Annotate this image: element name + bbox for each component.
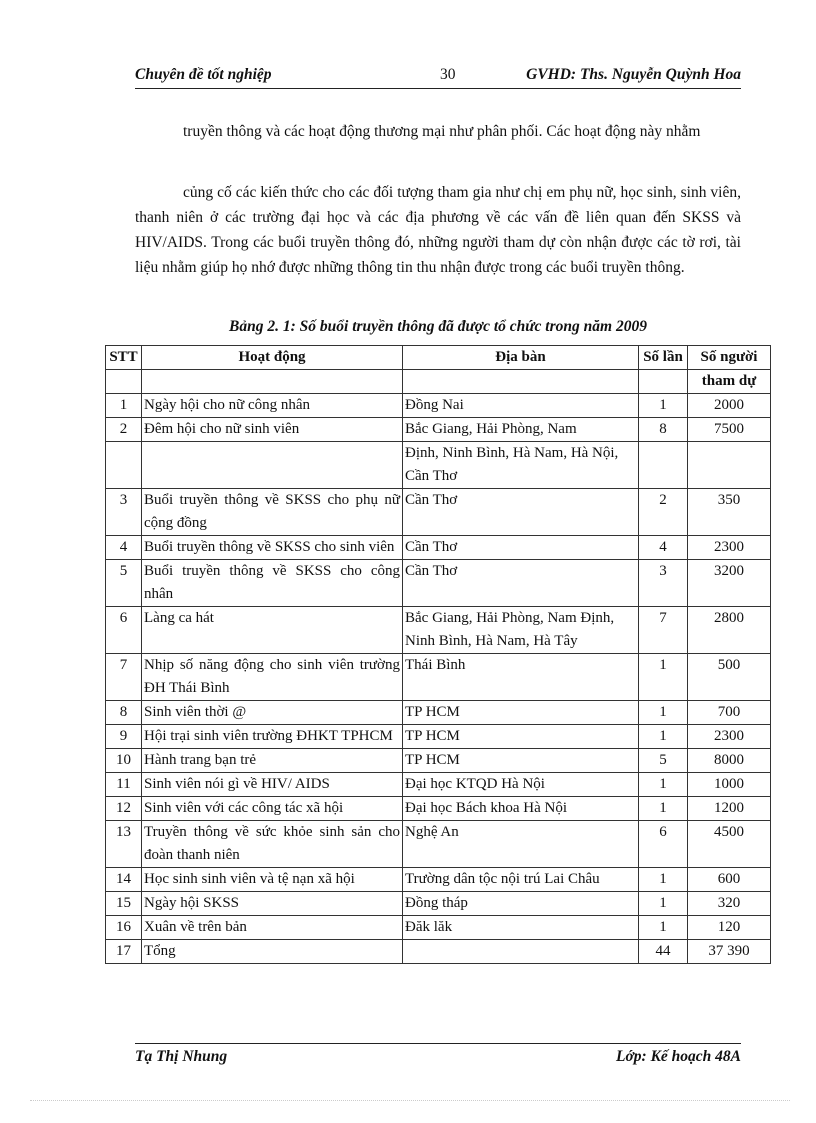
row-activity: Sinh viên thời @ [142, 701, 403, 725]
row-stt: 4 [106, 536, 142, 560]
row-attendees: 700 [688, 701, 771, 725]
header-attendees-line2: tham dự [688, 370, 771, 394]
row-activity: Buổi truyền thông về SKSS cho sinh viên [142, 536, 403, 560]
table-row [106, 773, 771, 797]
row-stt: 6 [106, 607, 142, 654]
row-activity: Ngày hội SKSS [142, 892, 403, 916]
row-count: 3 [639, 560, 688, 607]
row-activity: Hội trại sinh viên trường ĐHKT TPHCM [142, 725, 403, 749]
row-location: TP HCM [403, 701, 639, 725]
table-row [106, 725, 771, 749]
row-stt: 12 [106, 797, 142, 821]
row-location: Định, Ninh Bình, Hà Nam, Hà Nội, Cần Thơ [403, 442, 639, 489]
table-row [106, 701, 771, 725]
row-location: Đồng Nai [403, 394, 639, 418]
header-empty-count [639, 370, 688, 394]
table-caption: Bảng 2. 1: Số buổi truyền thông đã được tổ chức trong năm 2009 [229, 318, 647, 335]
row-location: Bắc Giang, Hải Phòng, Nam Định, Ninh Bình, Hà Nam, Hà Tây [403, 607, 639, 654]
row-attendees: 2300 [688, 725, 771, 749]
row-activity [142, 442, 403, 489]
row-activity: Xuân về trên bản [142, 916, 403, 940]
header-location: Địa bàn [403, 346, 639, 370]
row-count: 1 [639, 394, 688, 418]
row-stt [106, 442, 142, 489]
table-row [106, 536, 771, 560]
row-location: Nghệ An [403, 821, 639, 868]
row-activity: Ngày hội cho nữ công nhân [142, 394, 403, 418]
table-row [106, 868, 771, 892]
row-count: 8 [639, 418, 688, 442]
row-attendees: 2300 [688, 536, 771, 560]
paragraph-2: củng cố các kiến thức cho các đối tượng tham gia như chị em phụ nữ, học sinh, sinh viên, thanh niên ở các trường đại học và các địa phương về các vấn đề liên quan đến SKSS và HIV/AIDS. Trong các buổi truyền thông đó, những người tham dự còn nhận được các tờ rơi, tài liệu nhằm giúp họ nhớ được những thông tin thu nhận được trong các buổi truyền thông. [135, 184, 741, 276]
row-attendees: 320 [688, 892, 771, 916]
table-body [106, 394, 771, 964]
row-stt: 17 [106, 940, 142, 964]
row-attendees: 120 [688, 916, 771, 940]
row-stt: 7 [106, 654, 142, 701]
row-count: 5 [639, 749, 688, 773]
table-row [106, 607, 771, 654]
row-attendees: 37 390 [688, 940, 771, 964]
row-attendees: 3200 [688, 560, 771, 607]
row-attendees: 1200 [688, 797, 771, 821]
activities-table [105, 345, 771, 964]
table-row [106, 489, 771, 536]
row-activity: Hành trang bạn trẻ [142, 749, 403, 773]
row-stt: 2 [106, 418, 142, 442]
row-count: 4 [639, 536, 688, 560]
row-count: 1 [639, 725, 688, 749]
row-location: Đại học KTQD Hà Nội [403, 773, 639, 797]
row-attendees [688, 442, 771, 489]
row-location: Trường dân tộc nội trú Lai Châu [403, 868, 639, 892]
row-attendees: 8000 [688, 749, 771, 773]
row-stt: 11 [106, 773, 142, 797]
row-attendees: 1000 [688, 773, 771, 797]
page-footer [135, 1043, 741, 1065]
row-count: 1 [639, 654, 688, 701]
row-activity: Buổi truyền thông về SKSS cho phụ nữ cộng đồng [142, 489, 403, 536]
footer-author: Tạ Thị Nhung [135, 1048, 228, 1065]
row-count: 1 [639, 916, 688, 940]
header-count: Số lần [639, 346, 688, 370]
row-stt: 16 [106, 916, 142, 940]
row-activity: Đêm hội cho nữ sinh viên [142, 418, 403, 442]
row-count: 6 [639, 821, 688, 868]
row-attendees: 2800 [688, 607, 771, 654]
row-count: 2 [639, 489, 688, 536]
row-attendees: 600 [688, 868, 771, 892]
row-location: Đại học Bách khoa Hà Nội [403, 797, 639, 821]
row-stt: 14 [106, 868, 142, 892]
row-stt: 10 [106, 749, 142, 773]
table-row [106, 797, 771, 821]
table-row [106, 749, 771, 773]
row-stt: 15 [106, 892, 142, 916]
table-row [106, 821, 771, 868]
row-stt: 5 [106, 560, 142, 607]
row-location: Đồng tháp [403, 892, 639, 916]
row-stt: 3 [106, 489, 142, 536]
row-activity: Làng ca hát [142, 607, 403, 654]
row-location: Bắc Giang, Hải Phòng, Nam [403, 418, 639, 442]
row-activity: Nhịp số năng động cho sinh viên trường ĐH Thái Bình [142, 654, 403, 701]
table-row [106, 892, 771, 916]
table-row [106, 394, 771, 418]
row-stt: 8 [106, 701, 142, 725]
row-activity: Buổi truyền thông về SKSS cho công nhân [142, 560, 403, 607]
page-number: 30 [440, 66, 456, 83]
header-empty-location [403, 370, 639, 394]
paragraph-1: truyền thông và các hoạt động thương mại như phân phối. Các hoạt động này nhằm [183, 123, 701, 140]
table-row [106, 442, 771, 489]
header-empty-stt [106, 370, 142, 394]
row-location: Cần Thơ [403, 560, 639, 607]
row-count: 1 [639, 868, 688, 892]
row-count: 1 [639, 797, 688, 821]
row-location: TP HCM [403, 749, 639, 773]
row-location: TP HCM [403, 725, 639, 749]
row-stt: 9 [106, 725, 142, 749]
row-location: Cần Thơ [403, 489, 639, 536]
page-bottom-divider [30, 1100, 790, 1101]
row-count: 44 [639, 940, 688, 964]
row-count: 1 [639, 892, 688, 916]
row-location: Đăk lăk [403, 916, 639, 940]
row-activity: Tổng [142, 940, 403, 964]
header-attendees-line1: Số người [688, 346, 771, 370]
header-activity: Hoạt động [142, 346, 403, 370]
header-title: Chuyên đề tốt nghiệp [135, 66, 272, 83]
table-row [106, 940, 771, 964]
row-location: Thái Bình [403, 654, 639, 701]
row-attendees: 4500 [688, 821, 771, 868]
row-count: 1 [639, 701, 688, 725]
row-attendees: 500 [688, 654, 771, 701]
header-stt: STT [106, 346, 142, 370]
row-stt: 1 [106, 394, 142, 418]
row-count: 7 [639, 607, 688, 654]
table-row [106, 916, 771, 940]
table-header-subrow [106, 370, 771, 394]
row-location: Cần Thơ [403, 536, 639, 560]
row-attendees: 350 [688, 489, 771, 536]
table-row [106, 560, 771, 607]
table-row [106, 654, 771, 701]
row-activity: Học sinh sinh viên và tệ nạn xã hội [142, 868, 403, 892]
row-count [639, 442, 688, 489]
header-empty-activity [142, 370, 403, 394]
footer-class: Lớp: Kế hoạch 48A [616, 1048, 741, 1065]
header-advisor: GVHD: Ths. Nguyễn Quỳnh Hoa [526, 66, 741, 83]
page-header [135, 64, 741, 89]
row-activity: Sinh viên nói gì về HIV/ AIDS [142, 773, 403, 797]
row-attendees: 2000 [688, 394, 771, 418]
row-stt: 13 [106, 821, 142, 868]
table-header-row [106, 346, 771, 370]
table-row [106, 418, 771, 442]
row-activity: Truyền thông về sức khỏe sinh sản cho đoàn thanh niên [142, 821, 403, 868]
row-location [403, 940, 639, 964]
row-attendees: 7500 [688, 418, 771, 442]
row-count: 1 [639, 773, 688, 797]
row-activity: Sinh viên với các công tác xã hội [142, 797, 403, 821]
